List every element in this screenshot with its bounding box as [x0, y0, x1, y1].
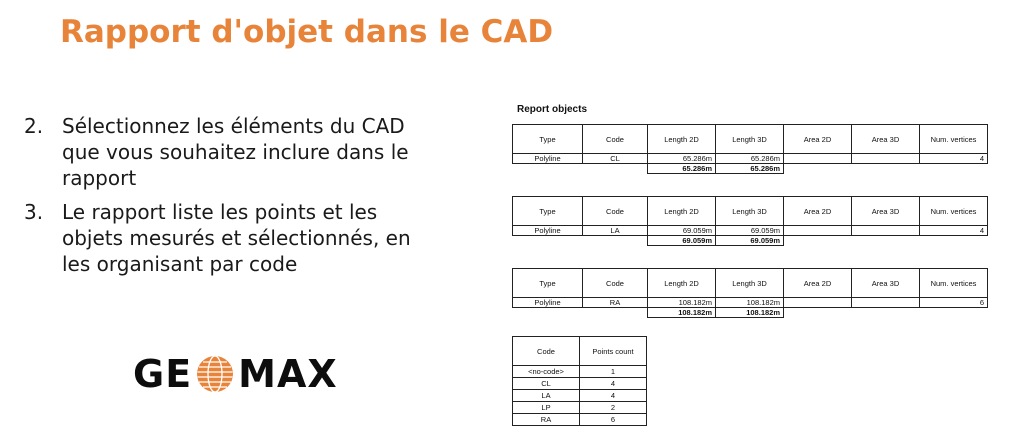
table-header: Area 3D — [852, 197, 920, 226]
step-text — [62, 113, 474, 191]
total-cell: 108.182m — [716, 308, 784, 318]
codes-row — [513, 378, 647, 390]
empty-cell — [920, 308, 988, 318]
table-cell: 108.182m — [716, 298, 784, 308]
step-line: rapport — [62, 166, 137, 190]
table-header: Length 3D — [716, 269, 784, 298]
table-cell — [784, 154, 852, 164]
globe-icon — [195, 354, 235, 394]
empty-cell — [583, 236, 648, 246]
table-row — [513, 154, 988, 164]
codes-cell: CL — [513, 378, 580, 390]
table-header: Length 2D — [648, 125, 716, 154]
table-row — [513, 298, 988, 308]
empty-cell — [784, 236, 852, 246]
table-cell: 108.182m — [648, 298, 716, 308]
table-cell: RA — [583, 298, 648, 308]
table-cell: Polyline — [513, 226, 583, 236]
table-header: Length 2D — [648, 197, 716, 226]
table-cell: 4 — [920, 226, 988, 236]
report-title: Report objects — [517, 104, 588, 115]
table-header: Code — [583, 197, 648, 226]
step-number: 3. — [24, 200, 44, 224]
totals-row — [513, 308, 988, 318]
codes-header-count: Points count — [580, 337, 647, 366]
codes-cell: RA — [513, 414, 580, 426]
step-line: objets mesurés et sélectionnés, en — [62, 226, 411, 250]
report-preview — [512, 104, 987, 426]
codes-row — [513, 366, 647, 378]
table-header: Num. vertices — [920, 197, 988, 226]
codes-cell: 4 — [580, 390, 647, 402]
empty-cell — [920, 164, 988, 174]
table-cell: 65.286m — [648, 154, 716, 164]
codes-cell: LA — [513, 390, 580, 402]
total-cell: 65.286m — [716, 164, 784, 174]
table-cell — [852, 154, 920, 164]
table-header: Code — [583, 269, 648, 298]
empty-cell — [852, 164, 920, 174]
total-cell: 69.059m — [716, 236, 784, 246]
empty-cell — [852, 236, 920, 246]
table-header: Type — [513, 197, 583, 226]
table-cell — [852, 226, 920, 236]
empty-cell — [513, 308, 583, 318]
totals-row — [513, 236, 988, 246]
empty-cell — [852, 308, 920, 318]
codes-table — [512, 336, 647, 426]
table-cell — [784, 298, 852, 308]
step-item — [24, 113, 474, 191]
table-cell: 6 — [920, 298, 988, 308]
table-cell: CL — [583, 154, 648, 164]
step-number: 2. — [24, 114, 44, 138]
logo-text-left: GE — [133, 352, 193, 396]
totals-row — [513, 164, 988, 174]
codes-cell: LP — [513, 402, 580, 414]
table-header: Num. vertices — [920, 125, 988, 154]
object-table — [512, 268, 988, 318]
step-text — [62, 199, 474, 277]
table-cell: Polyline — [513, 154, 583, 164]
codes-header-code: Code — [513, 337, 580, 366]
empty-cell — [784, 308, 852, 318]
table-header: Code — [583, 125, 648, 154]
object-table — [512, 124, 988, 174]
table-header: Area 3D — [852, 125, 920, 154]
codes-cell: 2 — [580, 402, 647, 414]
codes-cell: 1 — [580, 366, 647, 378]
table-cell: 4 — [920, 154, 988, 164]
table-header: Area 2D — [784, 197, 852, 226]
table-cell: LA — [583, 226, 648, 236]
step-line: que vous souhaitez inclure dans le — [62, 140, 409, 164]
table-cell — [784, 226, 852, 236]
empty-cell — [920, 236, 988, 246]
table-header: Area 2D — [784, 125, 852, 154]
codes-cell: 6 — [580, 414, 647, 426]
table-header: Num. vertices — [920, 269, 988, 298]
empty-cell — [583, 164, 648, 174]
empty-cell — [513, 164, 583, 174]
object-tables — [512, 124, 987, 318]
slide-title: Rapport d'objet dans le CAD — [60, 14, 554, 50]
table-cell: 65.286m — [716, 154, 784, 164]
empty-cell — [784, 164, 852, 174]
codes-row — [513, 390, 647, 402]
table-header: Type — [513, 125, 583, 154]
codes-cell: 4 — [580, 378, 647, 390]
codes-row — [513, 402, 647, 414]
codes-cell: <no-code> — [513, 366, 580, 378]
table-header: Area 3D — [852, 269, 920, 298]
empty-cell — [513, 236, 583, 246]
codes-row — [513, 414, 647, 426]
table-row — [513, 226, 988, 236]
table-header: Area 2D — [784, 269, 852, 298]
total-cell: 69.059m — [648, 236, 716, 246]
table-cell — [852, 298, 920, 308]
object-table — [512, 196, 988, 246]
table-header: Length 2D — [648, 269, 716, 298]
table-cell: 69.059m — [648, 226, 716, 236]
step-item — [24, 199, 474, 277]
logo-text-right: MAX — [238, 352, 338, 396]
geomax-logo — [133, 352, 338, 396]
step-line: Le rapport liste les points et les — [62, 200, 378, 224]
table-header: Length 3D — [716, 125, 784, 154]
steps-list — [24, 113, 474, 285]
step-line: Sélectionnez les éléments du CAD — [62, 114, 405, 138]
table-cell: Polyline — [513, 298, 583, 308]
total-cell: 108.182m — [648, 308, 716, 318]
table-header: Length 3D — [716, 197, 784, 226]
empty-cell — [583, 308, 648, 318]
table-cell: 69.059m — [716, 226, 784, 236]
total-cell: 65.286m — [648, 164, 716, 174]
step-line: les organisant par code — [62, 252, 298, 276]
table-header: Type — [513, 269, 583, 298]
